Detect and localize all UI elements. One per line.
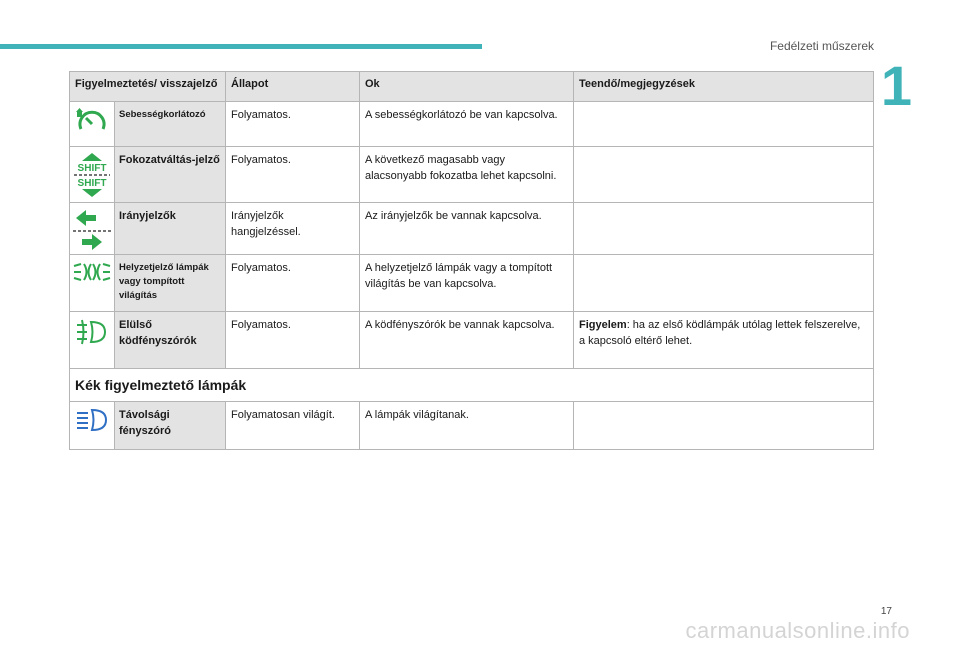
lamp-state: Folyamatos. <box>226 147 360 203</box>
warning-lamp-table <box>69 71 874 450</box>
chapter-number: 1 <box>880 54 912 117</box>
icon-cell <box>70 402 115 450</box>
speed-limiter-icon <box>75 107 109 137</box>
table-row <box>70 255 874 312</box>
svg-text:SHIFT: SHIFT <box>77 163 107 174</box>
lamp-state: Irányjelzők hangjelzéssel. <box>226 203 360 255</box>
svg-text:SHIFT: SHIFT <box>77 178 107 189</box>
lamp-name: Helyzetjelző lámpák vagy tompított világítás <box>115 255 226 312</box>
lamp-state: Folyamatos. <box>226 255 360 312</box>
lamp-name: Irányjelzők <box>115 203 226 255</box>
main-beam-icon <box>75 407 109 433</box>
table-row <box>70 312 874 369</box>
icon-cell <box>70 203 115 255</box>
front-foglamp-icon <box>75 317 109 347</box>
lamp-state: Folyamatos. <box>226 102 360 147</box>
table-row <box>70 102 874 147</box>
watermark: carmanualsonline.info <box>685 618 910 643</box>
lamp-cause: Az irányjelzők be vannak kapcsolva. <box>360 203 574 255</box>
lamp-cause: A helyzetjelző lámpák vagy a tompított világítás be van kapcsolva. <box>360 255 574 312</box>
lamp-note <box>574 102 874 147</box>
lamp-name: Elülső ködfényszórók <box>115 312 226 369</box>
page-number: 17 <box>880 606 892 617</box>
lamp-cause: A ködfényszórók be vannak kapcsolva. <box>360 312 574 369</box>
icon-cell <box>70 102 115 147</box>
column-header: Figyelmeztetés/ visszajelző <box>70 72 226 102</box>
lamp-name: Sebességkorlátozó <box>115 102 226 147</box>
lamp-state: Folyamatos. <box>226 312 360 369</box>
lamp-cause: A lámpák világítanak. <box>360 402 574 450</box>
lamp-note <box>574 147 874 203</box>
icon-cell <box>70 255 115 312</box>
lamp-note <box>574 312 874 369</box>
direction-indicator-icon <box>72 208 112 252</box>
shift-indicator-icon <box>73 152 111 198</box>
icon-cell <box>70 312 115 369</box>
lamp-cause: A sebességkorlátozó be van kapcsolva. <box>360 102 574 147</box>
note-label: Figyelem <box>579 319 627 331</box>
table-row <box>70 147 874 203</box>
column-header: Ok <box>360 72 574 102</box>
table-row <box>70 402 874 450</box>
lamp-cause: A következő magasabb vagy alacsonyabb fokozatba lehet kapcsolni. <box>360 147 574 203</box>
header-accent-bar <box>0 44 482 49</box>
sidelamps-icon <box>73 260 111 284</box>
lamp-name: Távolsági fényszóró <box>115 402 226 450</box>
lamp-name: Fokozatváltás-jelző <box>115 147 226 203</box>
table-row <box>70 203 874 255</box>
section-row <box>70 369 874 402</box>
section-title: Fedélzeti műszerek <box>769 39 874 53</box>
lamp-state: Folyamatosan világít. <box>226 402 360 450</box>
table-header-row <box>70 72 874 102</box>
icon-cell <box>70 147 115 203</box>
lamp-note <box>574 203 874 255</box>
column-header: Állapot <box>226 72 360 102</box>
lamp-note <box>574 402 874 450</box>
lamp-note <box>574 255 874 312</box>
note-text: : ha az első ködlámpák utólag lettek felszerelve, a kapcsoló eltérő lehet. <box>579 319 861 347</box>
section-heading: Kék figyelmeztető lámpák <box>70 369 874 402</box>
column-header: Teendő/megjegyzések <box>574 72 874 102</box>
